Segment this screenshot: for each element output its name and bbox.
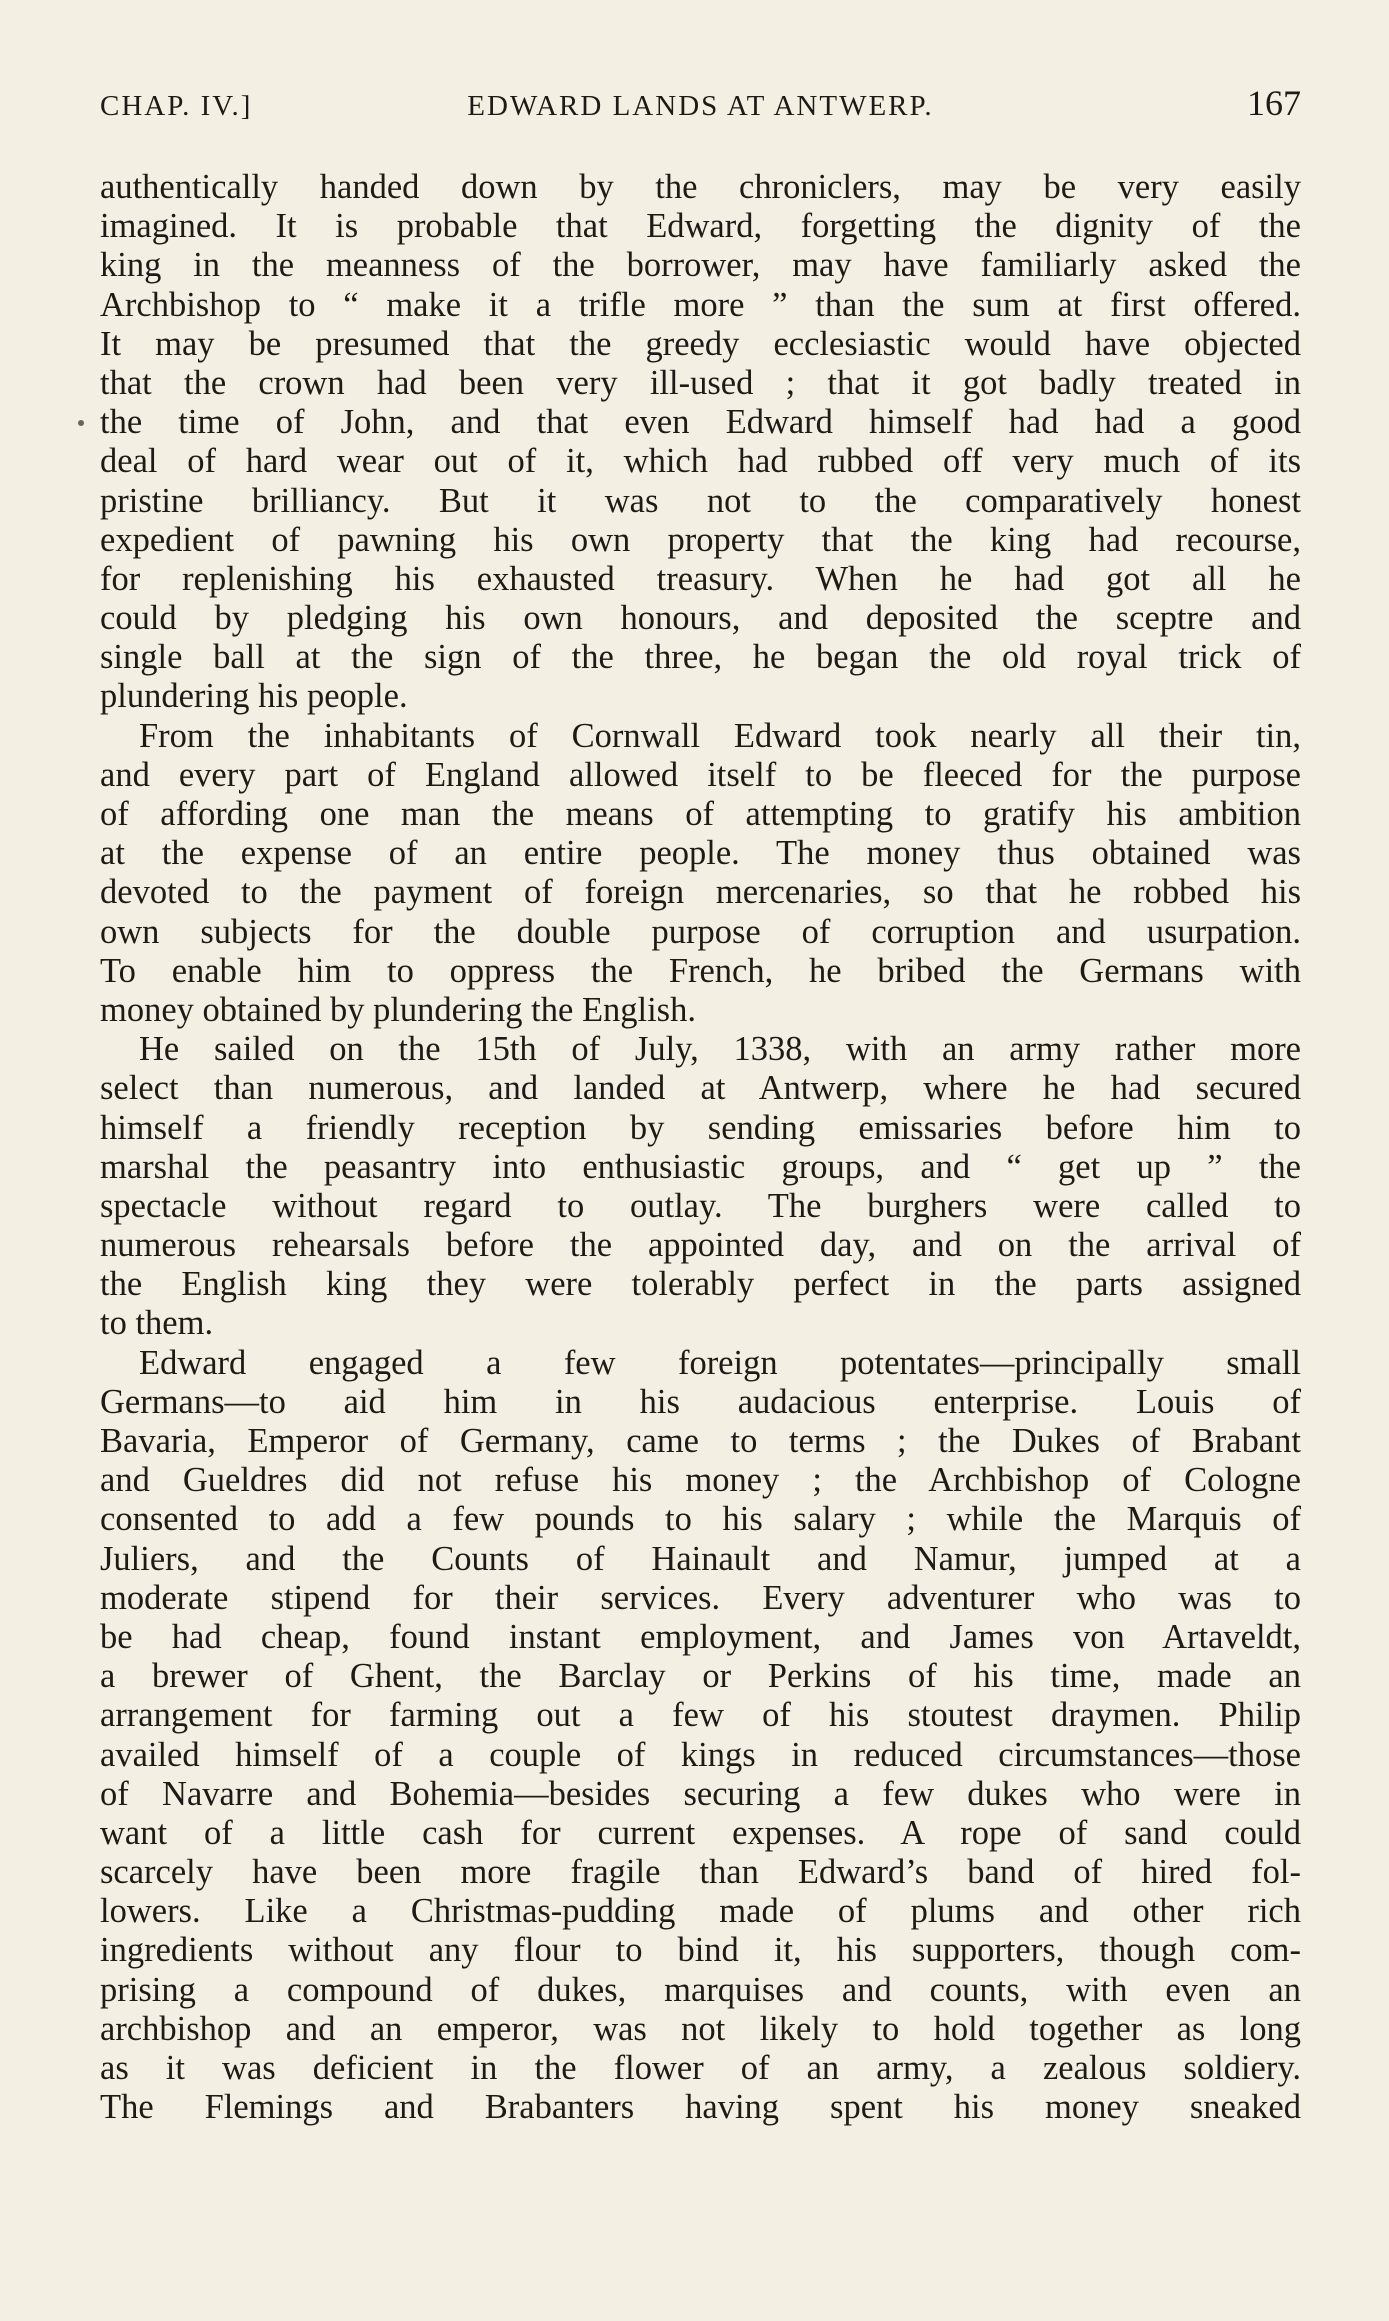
text-line: as it was deficient in the flower of an army, a zealous soldiery.	[100, 2049, 1301, 2087]
text-line: He sailed on the 15th of July, 1338, with an army rather more	[139, 1030, 1301, 1069]
text-line: for replenishing his exhausted treasury. When he had got all he	[100, 559, 1301, 598]
text-line: lowers. Like a Christmas-pudding made of plums and other rich	[100, 1892, 1301, 1931]
text-line: consented to add a few pounds to his salary ; while the Marquis of	[100, 1500, 1301, 1539]
text-line: prising a compound of dukes, marquises and counts, with even an	[100, 1970, 1301, 2009]
running-head	[100, 82, 1301, 132]
text-line: select than numerous, and landed at Antwerp, where he had secured	[100, 1069, 1301, 1108]
text-line: ingredients without any flour to bind it, his supporters, though com-	[100, 1931, 1301, 1970]
text-line: a brewer of Ghent, the Barclay or Perkins of his time, made an	[100, 1657, 1301, 1696]
running-title: EDWARD LANDS AT ANTWERP.	[467, 90, 934, 122]
body-text	[100, 168, 1301, 2127]
text-line: Archbishop to “ make it a trifle more ” than the sum at first offered.	[100, 285, 1301, 324]
text-line: Bavaria, Emperor of Germany, came to terms ; the Dukes of Brabant	[100, 1422, 1301, 1460]
page-number: 167	[1247, 83, 1301, 123]
text-line: numerous rehearsals before the appointed day, and on the arrival of	[100, 1226, 1301, 1265]
text-line: availed himself of a couple of kings in reduced circumstances—those	[100, 1735, 1301, 1774]
text-line: archbishop and an emperor, was not likely to hold together as long	[100, 2009, 1301, 2048]
text-line: own subjects for the double purpose of corruption and usurpation.	[100, 912, 1301, 951]
text-line: authentically handed down by the chroniclers, may be very easily	[100, 168, 1301, 206]
text-line: of affording one man the means of attempting to gratify his ambition	[100, 795, 1301, 833]
text-line: plundering his people.	[100, 677, 408, 716]
text-line: From the inhabitants of Cornwall Edward took nearly all their tin,	[139, 716, 1301, 755]
text-line: spectacle without regard to outlay. The burghers were called to	[100, 1186, 1301, 1225]
text-line: of Navarre and Bohemia—besides securing a few dukes who were in	[100, 1774, 1301, 1813]
text-line: moderate stipend for their services. Every adventurer who was to	[100, 1578, 1301, 1617]
text-line: king in the meanness of the borrower, may have familiarly asked the	[100, 246, 1301, 285]
text-line: single ball at the sign of the three, he began the old royal trick of	[100, 638, 1301, 677]
text-line: To enable him to oppress the French, he bribed the Germans with	[100, 951, 1301, 990]
text-line: money obtained by plundering the English.	[100, 990, 696, 1029]
text-line: himself a friendly reception by sending emissaries before him to	[100, 1108, 1301, 1147]
text-line: It may be presumed that the greedy ecclesiastic would have objected	[100, 324, 1301, 363]
text-line: could by pledging his own honours, and deposited the sceptre and	[100, 599, 1301, 638]
text-line: and every part of England allowed itself to be fleeced for the purpose	[100, 755, 1301, 794]
margin-mark	[78, 420, 84, 426]
text-line: to them.	[100, 1304, 214, 1343]
text-line: Edward engaged a few foreign potentates—principally small	[139, 1343, 1301, 1382]
text-line: at the expense of an entire people. The money thus obtained was	[100, 834, 1301, 873]
text-line: and Gueldres did not refuse his money ; the Archbishop of Cologne	[100, 1461, 1301, 1500]
text-line: that the crown had been very ill-used ; that it got badly treated in	[100, 363, 1301, 402]
text-line: the time of John, and that even Edward himself had had a good	[100, 403, 1301, 442]
chapter-label: CHAP. IV.]	[100, 90, 253, 122]
text-line: the English king they were tolerably perfect in the parts assigned	[100, 1265, 1301, 1304]
text-line: expedient of pawning his own property that the king had recourse,	[100, 520, 1301, 559]
text-line: scarcely have been more fragile than Edward’s band of hired fol-	[100, 1853, 1301, 1892]
text-line: marshal the peasantry into enthusiastic groups, and “ get up ” the	[100, 1147, 1301, 1186]
text-line: arrangement for farming out a few of his stoutest draymen. Philip	[100, 1696, 1301, 1735]
text-line: Juliers, and the Counts of Hainault and Namur, jumped at a	[100, 1539, 1301, 1578]
text-line: devoted to the payment of foreign mercenaries, so that he robbed his	[100, 873, 1301, 912]
text-line: want of a little cash for current expenses. A rope of sand could	[100, 1813, 1301, 1852]
text-line: be had cheap, found instant employment, and James von Artaveldt,	[100, 1617, 1301, 1656]
text-line: The Flemings and Brabanters having spent his money sneaked	[100, 2088, 1301, 2127]
text-line: deal of hard wear out of it, which had rubbed off very much of its	[100, 442, 1301, 481]
text-line: pristine brilliancy. But it was not to the comparatively honest	[100, 481, 1301, 520]
text-line: Germans—to aid him in his audacious enterprise. Louis of	[100, 1382, 1301, 1421]
text-line: imagined. It is probable that Edward, forgetting the dignity of the	[100, 207, 1301, 246]
